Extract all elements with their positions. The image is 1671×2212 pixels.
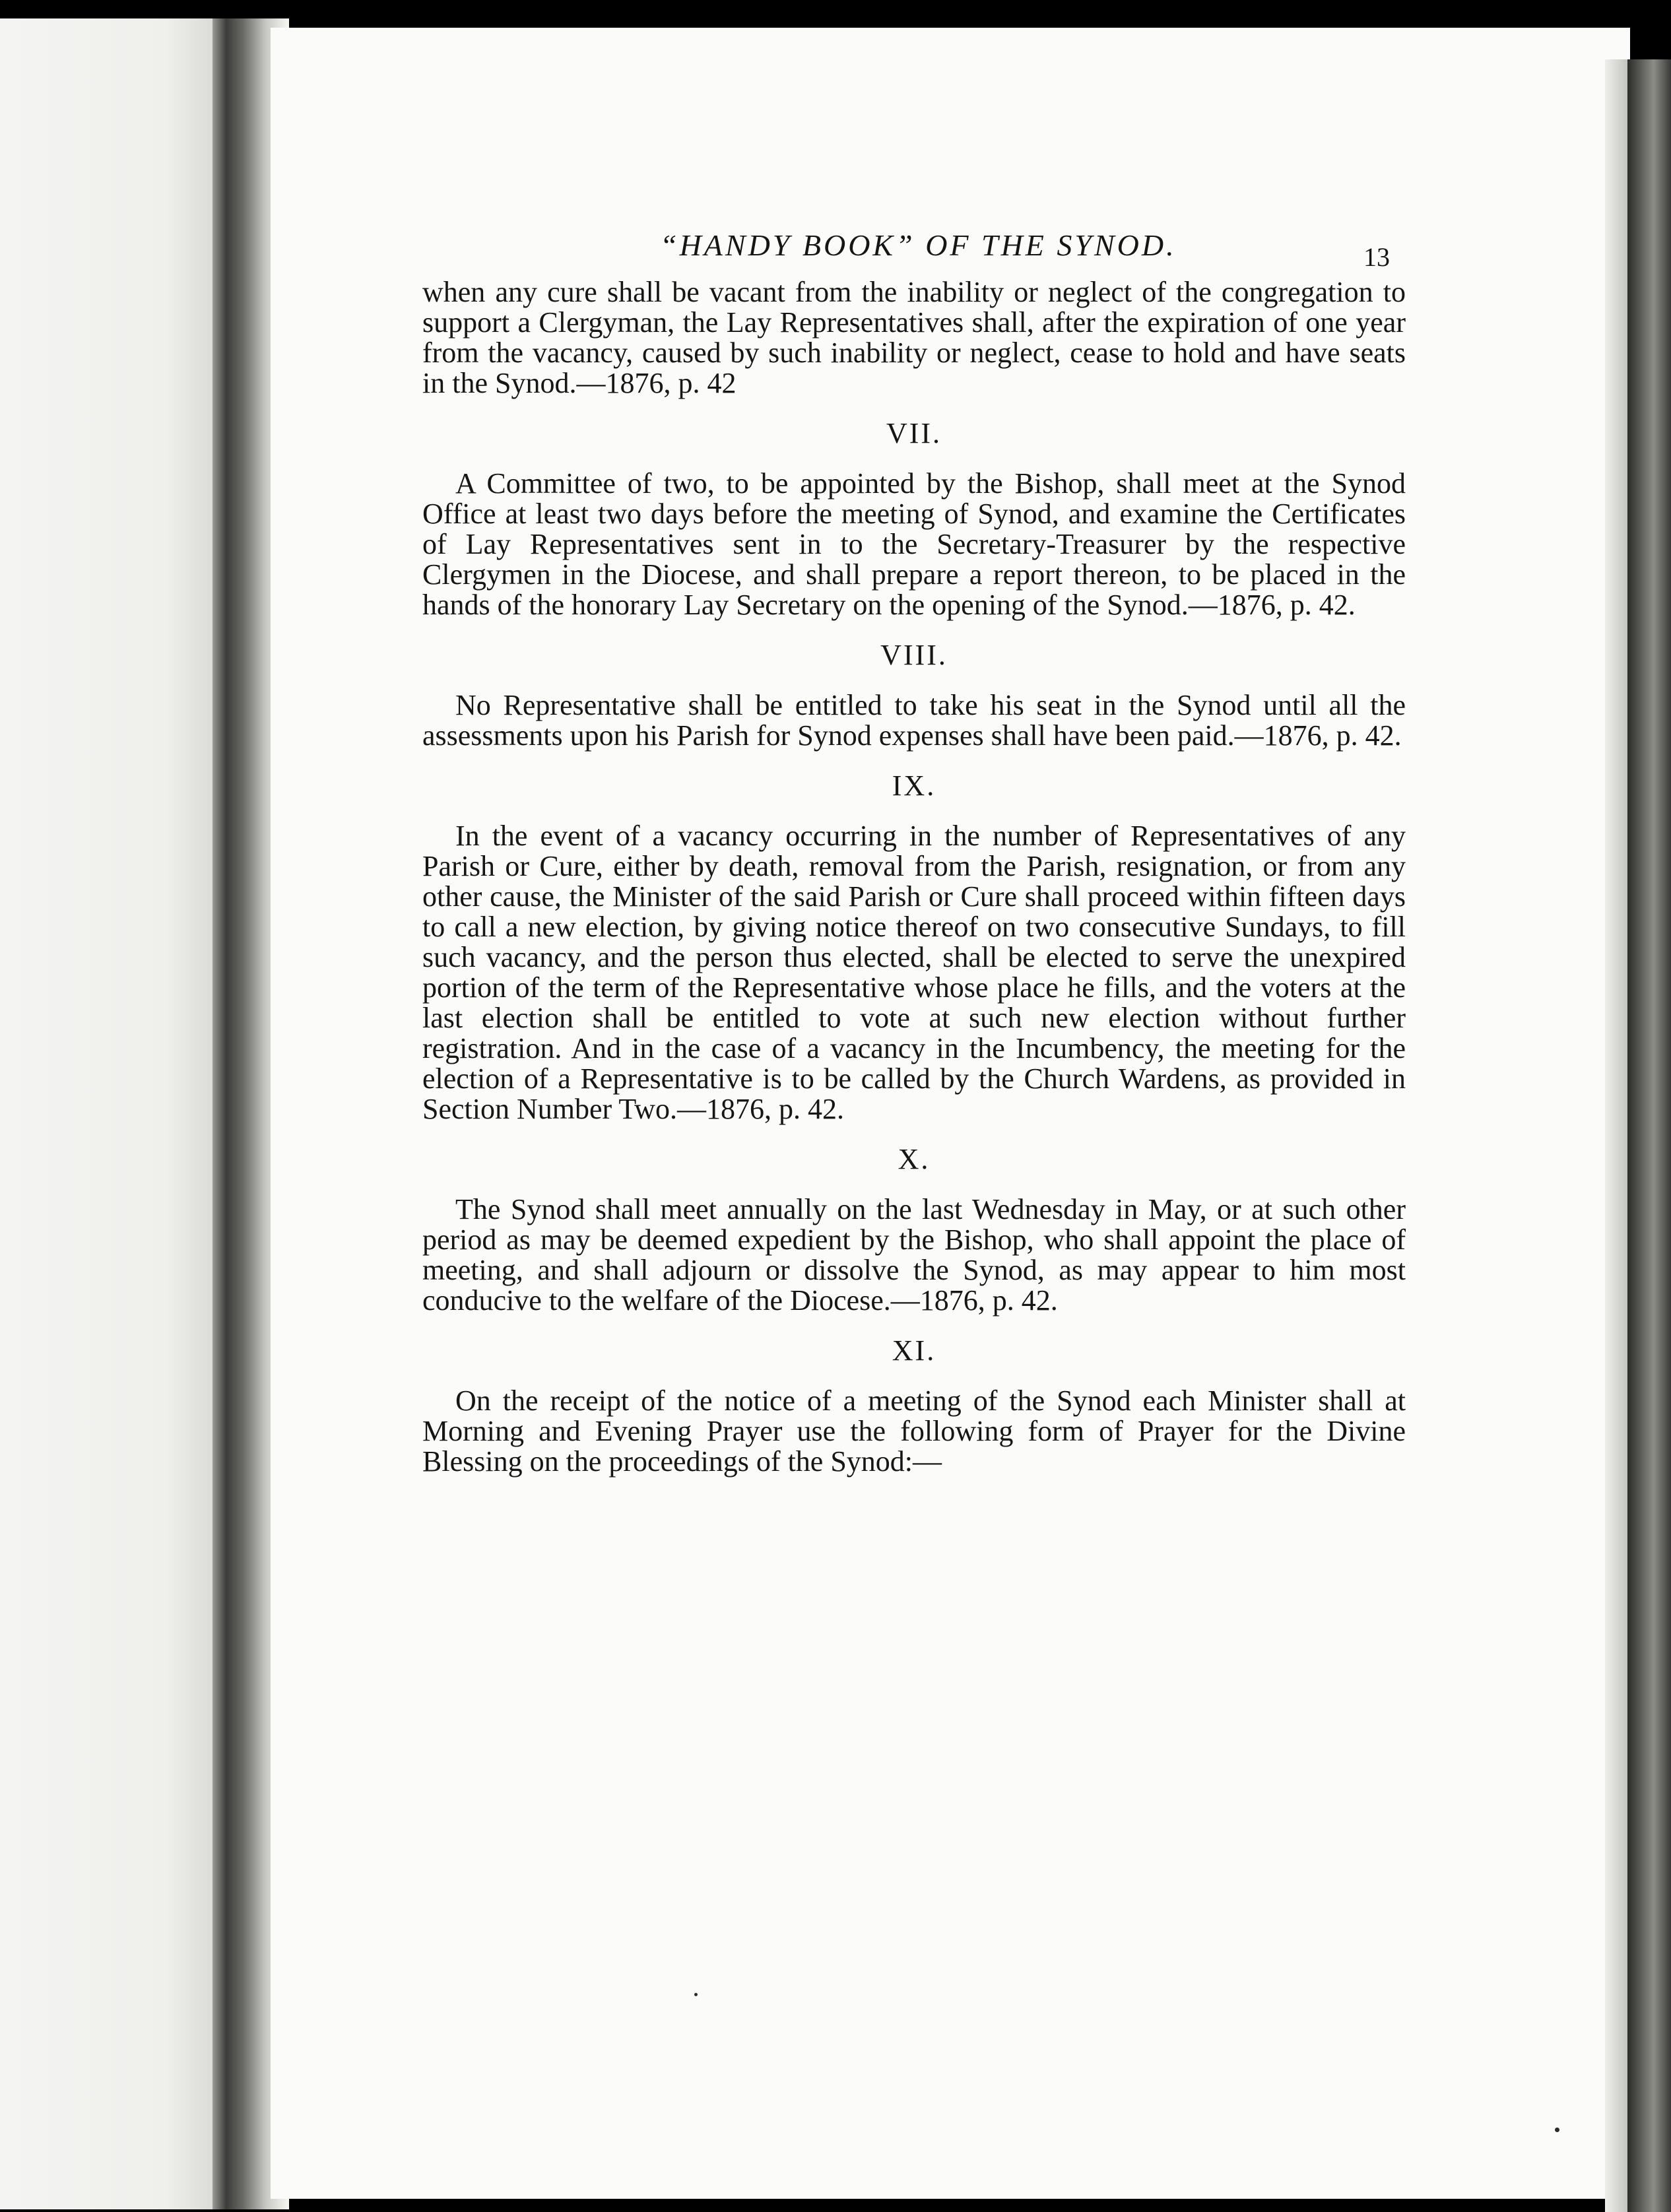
- paragraph-section-xi: On the receipt of the notice of a meeting of the Synod each Minister shall at Morning and Evening Prayer use the following form of Prayer for the Divine Blessing on the proceedings of the Synod:—: [422, 1384, 1406, 1478]
- section-heading-ix: IX.: [892, 769, 936, 802]
- running-head: “HANDY BOOK” OF THE SYNOD.: [660, 228, 1177, 262]
- scan-speck: [694, 1993, 698, 1996]
- section-heading-xi: XI.: [892, 1334, 936, 1367]
- section-heading-x: X.: [898, 1143, 931, 1175]
- paragraph-section-x: The Synod shall meet annually on the last Wednesday in May, or at such other period as may be deemed expedient by the Bishop, who shall appoint the place of meeting, and shall adjourn or dissolve the Synod, as may appear to him most conducive to the welfare of the Diocese.—1876, p. 42.: [422, 1193, 1406, 1317]
- page-number: 13: [1363, 242, 1390, 272]
- paragraph-section-vii: A Committee of two, to be appointed by the Bishop, shall meet at the Synod Office at least two days before the meeting of Synod, and examine the Certificates of Lay Representatives sent in to the Secretary-Treasurer by the respective Clergymen in the Diocese, and shall prepare a report thereon, to be placed in the hands of the honorary Lay Secretary on the opening of the Synod.—1876, p. 42.: [422, 467, 1406, 621]
- page-body: [422, 277, 1406, 1477]
- book-block-edge: [1627, 59, 1671, 2212]
- section-heading-viii: VIII.: [880, 639, 948, 671]
- scan-speck: [1555, 2128, 1559, 2132]
- section-heading-vii: VII.: [886, 417, 942, 449]
- paragraph-section-ix: In the event of a vacancy occurring in the number of Representatives of any Parish or Cure, either by death, removal from the Parish, resignation, or from any other cause, the Minister of the said Parish or Cure shall proceed within fifteen days to call a new election, by giving notice thereof on two consecutive Sundays, to fill such vacancy, and the person thus elected, shall be elected to serve the unexpired portion of the term of the Representative whose place he fills, and the voters at the last election shall be entitled to vote at such new election without further registration. And in the case of a vacancy in the Incumbency, the meeting for the election of a Representative is to be called by the Church Wardens, as provided in Section Number Two.—1876, p. 42.: [422, 820, 1406, 1125]
- paragraph-section-viii: No Representative shall be entitled to take his seat in the Synod until all the assessments upon his Parish for Synod expenses shall have been paid.—1876, p. 42.: [422, 689, 1406, 752]
- paragraph-continued: when any cure shall be vacant from the inability or neglect of the congregation to support a Clergyman, the Lay Representatives shall, after the expiration of one year from the vacancy, caused by such inability or neglect, cease to hold and have seats in the Synod.—1876, p. 42: [422, 276, 1406, 399]
- facing-page-edge: [0, 18, 238, 2209]
